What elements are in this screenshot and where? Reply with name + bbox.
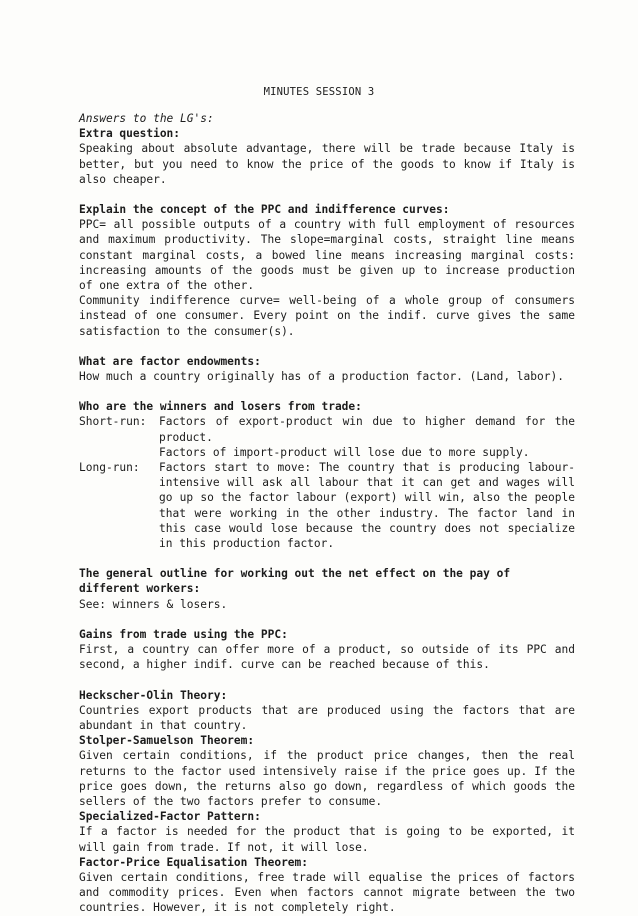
page-title: MINUTES SESSION 3 (263, 86, 375, 98)
short-run-row (79, 414, 575, 460)
short-run-text-1: Factors of export-product win due to higher demand for the product. (159, 415, 575, 444)
intro-line: Answers to the LG's: (79, 112, 214, 125)
long-run-label: Long-run: (79, 461, 140, 475)
extra-question-text: Speaking about absolute advantage, there will be trade because Italy is better, but you need to know the price of the goods to know if Italy is also cheaper. (79, 142, 575, 186)
extra-question-heading: Extra question: (79, 127, 181, 141)
gains-heading: Gains from trade using the PPC: (79, 627, 288, 641)
specialized-factor-heading: Specialized-Factor Pattern: (79, 810, 261, 824)
factor-price-text: Given certain conditions, free trade will equalise the prices of factors and commodity prices. Even when factors cannot migrate between the two countries. However, it is not completely right. (79, 870, 575, 915)
ppc-text: PPC= all possible outputs of a country with full employment of resources and maximum productivity. The slope=marginal costs, straight line means constant marginal costs, a bowed line means increasing marginal costs: increasing amounts of the goods must be given up to increase production of one extra of the other. (79, 218, 575, 293)
short-run-label: Short-run: (79, 415, 147, 429)
heckscher-ohlin-text: Countries export products that are produced using the factors that are abundant in that country. (79, 703, 575, 732)
winners-heading: Who are the winners and losers from trade: (79, 400, 362, 414)
stolper-samuelson-heading: Stolper-Samuelson Theorem: (79, 734, 255, 748)
gains-text: First, a country can offer more of a product, so outside of its PPC and second, a higher indif. curve can be reached because of this. (79, 643, 575, 672)
long-run-text: Factors start to move: The country that is producing labour-intensive will ask all labour that it can get and wages will go up so the factor labour (export) will win, also the people that were working in the other industry. The factor land in this case would lose because the country does not specialize in this production factor. (159, 461, 575, 551)
document-body (79, 111, 575, 916)
endowments-text: How much a country originally has of a production factor. (Land, labor). (79, 370, 564, 384)
ppc-heading: Explain the concept of the PPC and indifference curves: (79, 203, 450, 217)
stolper-samuelson-text: Given certain conditions, if the product price changes, then the real returns to the factor used intensively raise if the price goes up. If the price goes down, the returns also go down, regardless of which goods the sellers of the two factors prefer to consume. (79, 749, 575, 808)
factor-price-heading: Factor-Price Equalisation Theorem: (79, 855, 309, 869)
heckscher-ohlin-heading: Heckscher-Olin Theory: (79, 688, 228, 702)
indifference-text: Community indifference curve= well-being of a whole group of consumers instead of one consumer. Every point on the indif. curve gives the same satisfaction to the consumer(s). (79, 294, 575, 338)
specialized-factor-text: If a factor is needed for the product that is going to be exported, it will gain from trade. If not, it will lose. (79, 825, 575, 854)
outline-heading: The general outline for working out the net effect on the pay of different workers: (79, 567, 511, 596)
short-run-text-2: Factors of import-product will lose due to more supply. (159, 445, 530, 459)
endowments-heading: What are factor endowments: (79, 354, 261, 368)
outline-text: See: winners & losers. (79, 597, 228, 611)
long-run-row (79, 460, 575, 551)
